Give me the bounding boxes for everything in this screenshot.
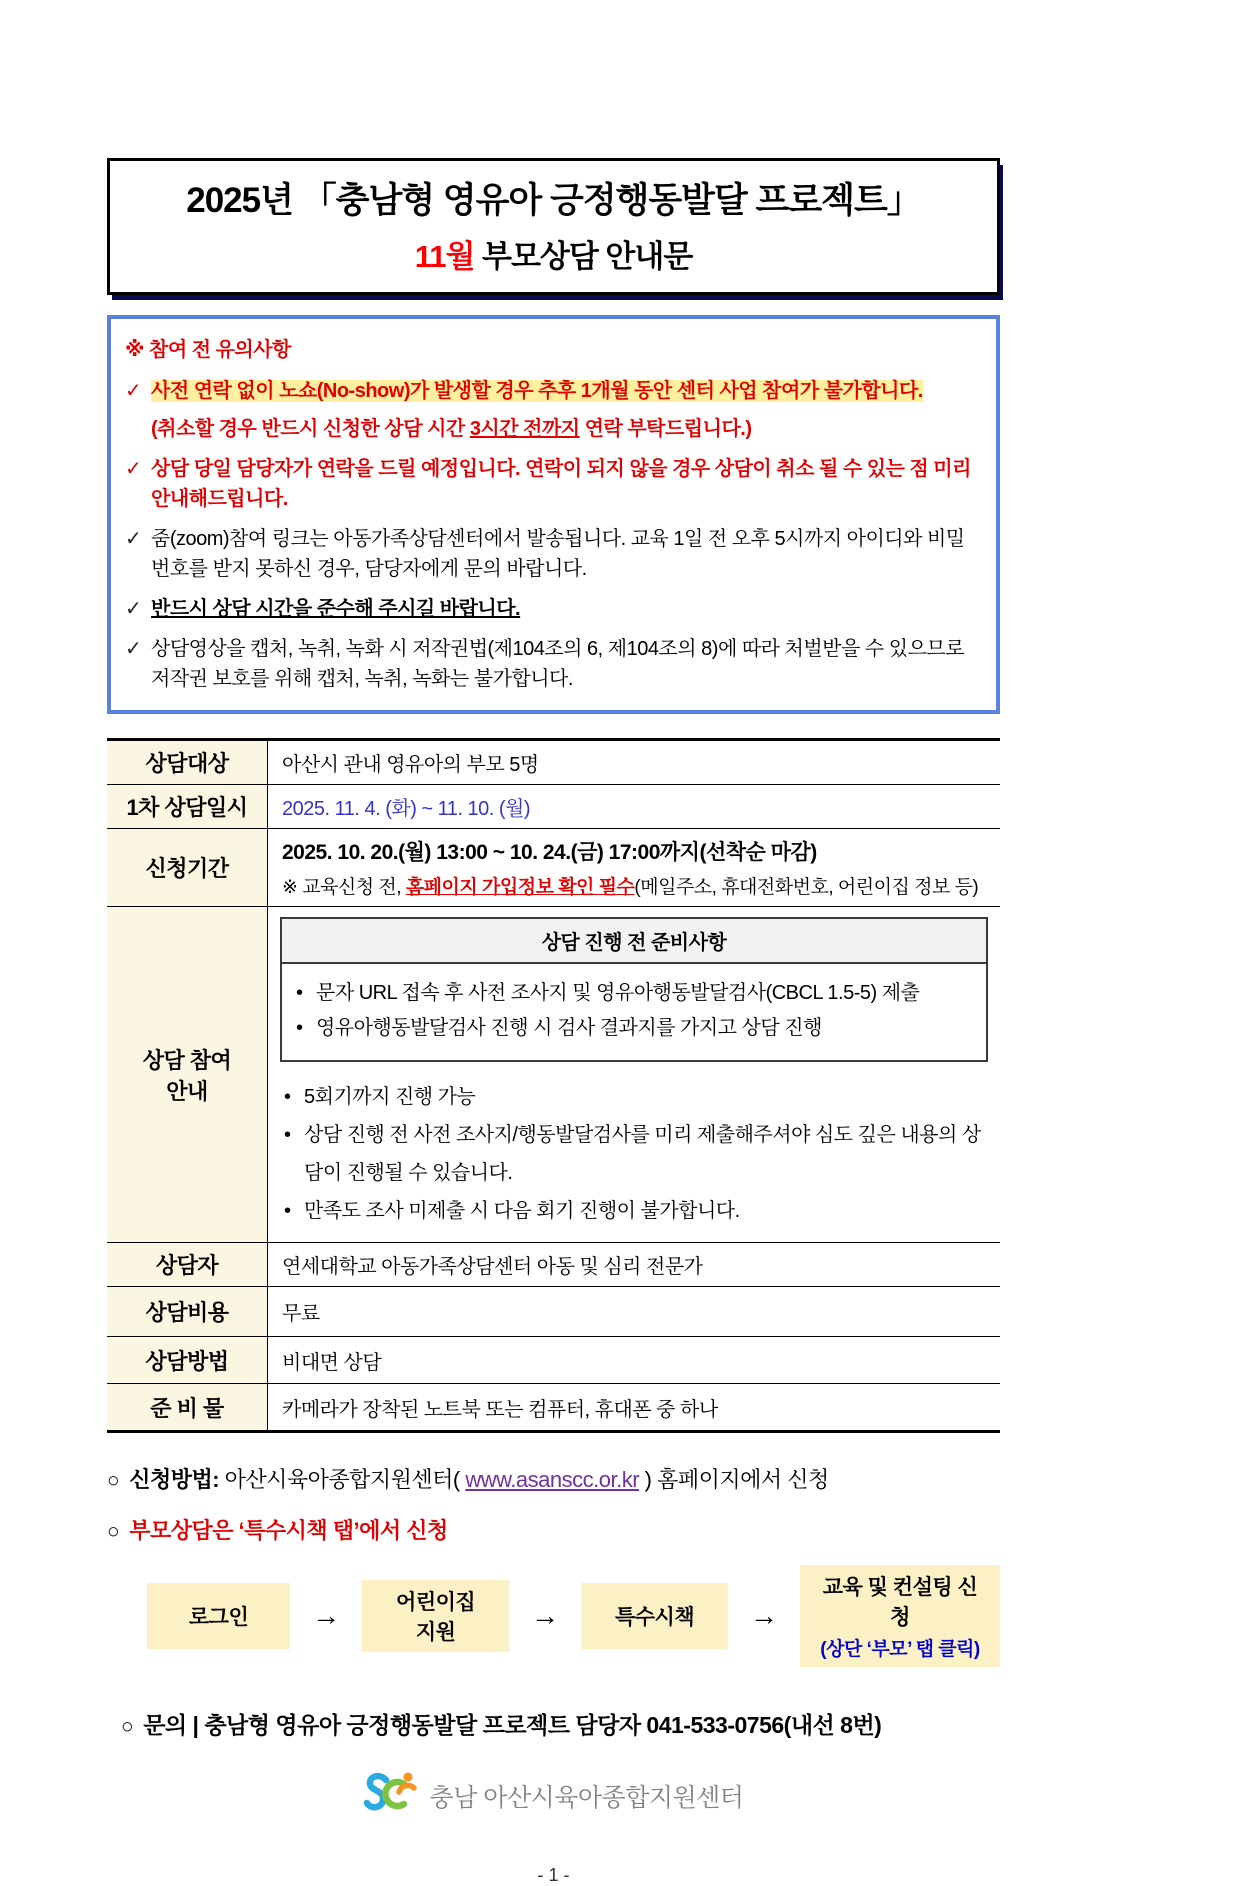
bullet-icon: •: [284, 1124, 291, 1146]
arrow-right-icon: →: [312, 1600, 341, 1631]
notice-item-copyright: [125, 634, 980, 694]
prep-box: [280, 917, 988, 1062]
period-note: ※ 교육신청 전, 홈페이지 가입정보 확인 필수(메일주소, 휴대전화번호, 어린이집 정보 등): [282, 877, 979, 898]
row-header: 상담방법: [107, 1337, 268, 1383]
circle-bullet-icon: ○: [107, 1469, 120, 1492]
prep-box-title: 상담 진행 전 준비사항: [282, 919, 986, 964]
flow-step-apply-note: (상단 ‘부모’ 탭 클릭): [820, 1639, 980, 1660]
row-header: 상담비용: [107, 1287, 268, 1336]
row-header: 1차 상담일시: [107, 785, 268, 828]
notice-item-text: 사전 연락 없이 노쇼(No-show)가 발생할 경우 추후 1개월 동안 센터 사업 참여가 불가합니다.: [151, 380, 923, 402]
notice-item-zoom: [125, 524, 980, 584]
check-icon: ✓: [125, 380, 142, 402]
flow-step-login: 로그인: [147, 1583, 290, 1649]
check-icon: ✓: [125, 638, 142, 660]
bullet-icon: •: [284, 1086, 291, 1108]
contact-line: ○ 문의 | 충남형 영유아 긍정행동발달 프로젝트 담당자 041-533-0756(내선 8번): [121, 1712, 882, 1738]
period-main: 2025. 10. 20.(월) 13:00 ~ 10. 24.(금) 17:00까지(선착순 마감): [282, 841, 817, 864]
check-icon: ✓: [125, 528, 142, 550]
notice-item-text: 상담영상을 캡처, 녹취, 녹화 시 저작권법(제104조의 6, 제104조의 8)에 따라 처벌받을 수 있으므로 저작권 보호를 위해 캡처, 녹취, 녹화는 불가합니다.: [151, 638, 965, 690]
document-title-line1: 2025년 「충남형 영유아 긍정행동발달 프로젝트」: [186, 181, 921, 220]
notice-item-punctual: [125, 594, 980, 624]
center-logo-icon: [364, 1770, 420, 1821]
table-row-counselor: [107, 1243, 1000, 1287]
parent-counsel-line: ○ 부모상담은 ‘특수시책 탭’에서 신청: [107, 1518, 448, 1543]
guide-list: [268, 1068, 1000, 1242]
notice-box: [107, 315, 1000, 714]
bullet-icon: •: [296, 982, 303, 1004]
arrow-right-icon: →: [531, 1600, 560, 1631]
document-content: [107, 0, 1000, 1886]
notice-item-text: 상담 당일 담당자가 연락을 드릴 예정입니다. 연락이 되지 않을 경우 상담이 취소 될 수 있는 점 미리 안내해드립니다.: [151, 458, 971, 510]
row-value: 카메라가 장착된 노트북 또는 컴퓨터, 휴대폰 중 하나: [282, 1398, 718, 1421]
page-number: - 1 -: [537, 1865, 570, 1885]
table-row-fee: [107, 1287, 1000, 1337]
table-row-method: [107, 1337, 1000, 1384]
check-icon: ✓: [125, 458, 142, 480]
row-value: 아산시 관내 영유아의 부모 5명: [282, 754, 539, 776]
list-item: • 만족도 조사 미제출 시 다음 회기 진행이 불가합니다.: [284, 1192, 986, 1230]
row-value: [268, 907, 1000, 1242]
notice-item-contact: [125, 454, 980, 514]
prep-box-body: [282, 964, 986, 1060]
table-row-date: [107, 785, 1000, 829]
notice-item-cancel: (취소할 경우 반드시 신청한 상담 시간 3시간 전까지 연락 부탁드립니다.): [151, 418, 752, 440]
footer-logo: [107, 1770, 1000, 1821]
apply-method-line: ○ 신청방법: 아산시육아종합지원센터( www.asanscc.or.kr ) 홈페이지에서 신청: [107, 1467, 829, 1492]
table-row-target: [107, 741, 1000, 785]
check-icon: ✓: [125, 598, 142, 620]
row-value: 무료: [282, 1303, 320, 1325]
footer-logo-text: 충남 아산시육아종합지원센터: [429, 1783, 744, 1812]
application-flow: [147, 1565, 1000, 1667]
table-row-period: [107, 829, 1000, 907]
table-row-supplies: [107, 1384, 1000, 1430]
row-header: 준 비 물: [107, 1384, 268, 1430]
list-item: • 문자 URL 접속 후 사전 조사지 및 영유아행동발달검사(CBCL 1.5-5) 제출: [296, 976, 972, 1011]
homepage-link[interactable]: www.asanscc.or.kr: [465, 1467, 640, 1492]
notice-item-text: 반드시 상담 시간을 준수해 주시길 바랍니다.: [151, 598, 521, 620]
circle-bullet-icon: ○: [107, 1520, 120, 1543]
list-item: • 5회기까지 진행 가능: [284, 1078, 986, 1116]
bullet-icon: •: [296, 1017, 303, 1039]
row-header: 신청기간: [107, 829, 268, 906]
bullet-icon: •: [284, 1200, 291, 1222]
info-table: [107, 738, 1000, 1433]
list-item: • 상담 진행 전 사전 조사지/행동발달검사를 미리 제출해주셔야 심도 깊은 내용의 상담이 진행될 수 있습니다.: [284, 1116, 986, 1192]
notice-item-text: 줌(zoom)참여 링크는 아동가족상담센터에서 발송됩니다. 교육 1일 전 오후 5시까지 아이디와 비밀번호를 받지 못하신 경우, 담당자에게 문의 바랍니다.: [151, 528, 965, 580]
apply-label: 신청방법:: [129, 1467, 220, 1492]
notice-heading: ※ 참여 전 유의사항: [125, 339, 291, 361]
title-box: [107, 158, 1000, 295]
notice-item-noshow: [125, 376, 980, 406]
row-header: 상담자: [107, 1243, 268, 1286]
title-month: 11월: [414, 239, 475, 274]
document-title-line2: [116, 231, 991, 276]
period-note-required: 홈페이지 가입정보 확인 필수: [405, 877, 635, 898]
title-rest: 부모상담 안내문: [474, 239, 693, 274]
flow-step-apply: 교육 및 컨설팅 신청 (상단 ‘부모’ 탭 클릭): [800, 1565, 1000, 1667]
arrow-right-icon: →: [750, 1600, 779, 1631]
row-header: 상담 참여 안내: [107, 907, 268, 1242]
table-row-guide: [107, 907, 1000, 1243]
row-value: [268, 829, 1000, 906]
circle-bullet-icon: ○: [121, 1715, 134, 1738]
flow-step-daycare-support: 어린이집 지원: [362, 1580, 509, 1652]
row-value: 연세대학교 아동가족상담센터 아동 및 심리 전문가: [282, 1256, 703, 1278]
row-header: 상담대상: [107, 741, 268, 784]
flow-step-special-policy: 특수시책: [581, 1583, 728, 1649]
row-value: 비대면 상담: [282, 1351, 382, 1374]
underlined-deadline: 3시간 전까지: [469, 418, 580, 440]
row-value: 2025. 11. 4. (화) ~ 11. 10. (월): [282, 798, 531, 820]
list-item: • 영유아행동발달검사 진행 시 검사 결과지를 가지고 상담 진행: [296, 1011, 972, 1046]
